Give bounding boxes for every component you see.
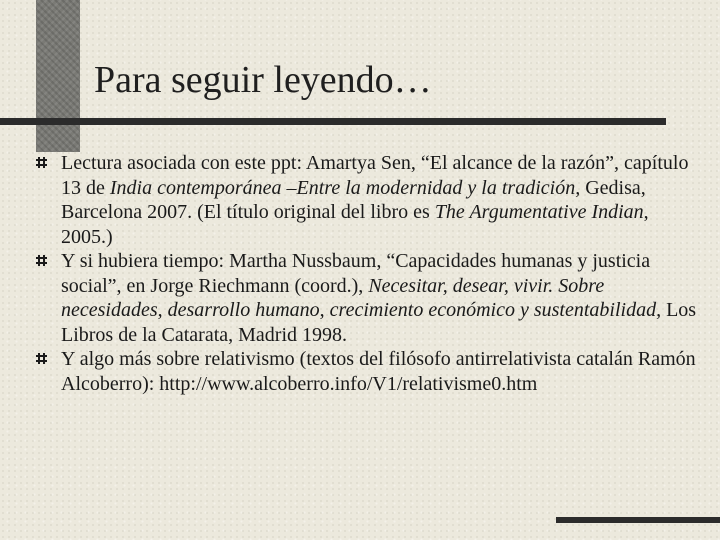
bullet-text <box>61 348 696 395</box>
bullet-item <box>35 151 705 249</box>
bullet-list <box>35 151 705 396</box>
footer-divider-rule <box>556 517 720 523</box>
bullet-item <box>35 249 705 347</box>
bullet-text <box>61 250 696 346</box>
title-divider-rule <box>0 118 666 125</box>
bullet-item <box>35 347 705 396</box>
bullet-text-segment: Y si hubiera tiempo: Martha Nussbaum, “Capacidades humanas y justicia social”, en Jorge Riechmann (coord.), <box>61 250 651 297</box>
bullet-text <box>61 152 688 248</box>
page-title: Para seguir leyendo… <box>94 59 432 101</box>
bullet-text-segment-italic: Necesitar, desear, vivir. Sobre necesidades, desarrollo humano, crecimiento económico y sustentabilidad, <box>61 274 662 321</box>
bullet-text-segment-italic: India contemporánea –Entre la modernidad y la tradición, <box>109 176 581 199</box>
bullet-text-segment: , 2005.) <box>61 201 649 248</box>
bullet-text-segment: Gedisa, Barcelona 2007. (El título original del libro es <box>61 176 646 223</box>
bullet-text-segment-italic: The Argumentative Indian <box>434 201 644 223</box>
bullet-text-segment: Los Libros de la Catarata, Madrid 1998. <box>61 299 697 346</box>
decorative-side-block <box>36 0 80 152</box>
bullet-text-segment: Lectura asociada con este ppt: Amartya Sen, “El alcance de la razón”, capítulo 13 de <box>61 152 689 199</box>
bullet-text-segment: Y algo más sobre relativismo (textos del filósofo antirrelativista catalán Ramón Alcoberro): http://www.alcoberro.info/V1/relativisme0.htm <box>61 348 696 395</box>
hash-bullet-icon <box>35 156 48 169</box>
hash-bullet-icon <box>35 352 48 365</box>
hash-bullet-icon <box>35 254 48 267</box>
